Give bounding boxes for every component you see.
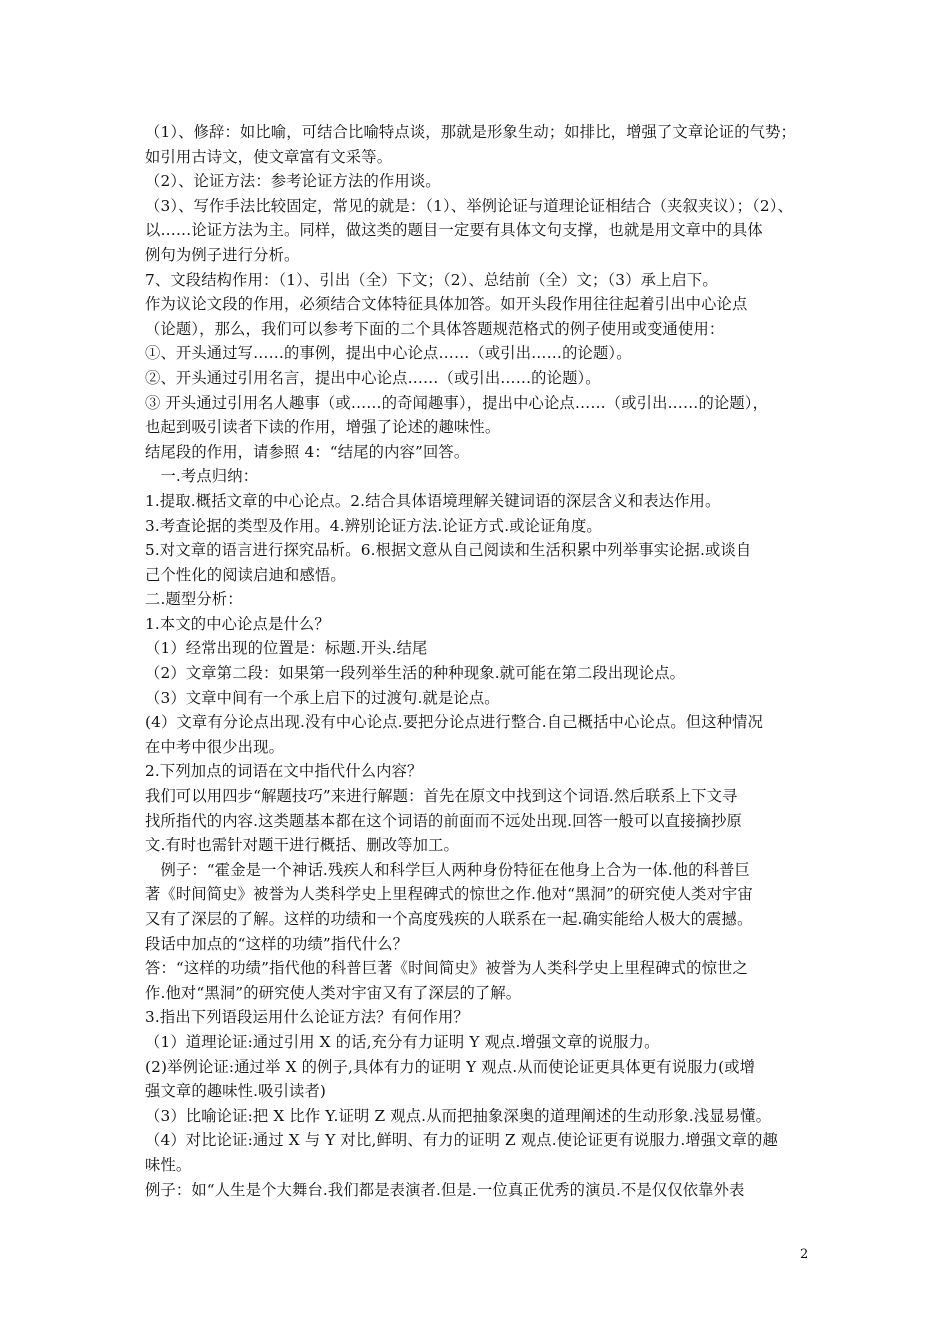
text-line: 结尾段的作用，请参照 4：“结尾的内容”回答。 — [145, 442, 470, 461]
text-line: （2）文章第二段：如果第一段列举生活的种种现象.就可能在第二段出现论点。 — [145, 664, 686, 683]
text-line: （3）文章中间有一个承上启下的过渡句.就是论点。 — [145, 688, 500, 707]
text-line: 3.考查论据的类型及作用。4.辨别论证方法.论证方式.或论证角度。 — [145, 516, 602, 535]
text-line: 强文章的趣味性.吸引读者) — [145, 1082, 327, 1101]
question-heading: 3.指出下列语段运用什么论证方法？有何作用？ — [145, 1008, 469, 1027]
text-line: 也起到吸引读者下读的作用，增强了论述的趣味性。 — [145, 418, 501, 437]
text-line: 著《时间简史》被誉为人类科学史上里程碑式的惊世之作.他对“黑洞”的研究使人类对宇宙 — [145, 885, 753, 904]
text-line: 作.他对“黑洞”的研究使人类对宇宙又有了深层的了解。 — [145, 983, 522, 1002]
section-heading: 二.题型分析： — [145, 590, 243, 609]
text-line: 味性。 — [145, 1155, 192, 1174]
text-line: 又有了深层的了解。这样的功绩和一个高度残疾的人联系在一起.确实能给人极大的震撼。 — [145, 910, 753, 928]
text-line: 文.有时也需针对题干进行概括、删改等加工。 — [145, 836, 459, 855]
text-line: 例子：如“人生是个大舞台.我们都是表演者.但是.一位真正优秀的演员.不是仅仅依靠外表 — [145, 1180, 745, 1199]
text-line: （4）对比论证:通过 X 与 Y 对比,鲜明、有力的证明 Z 观点.使论证更有说服力.增强文章的趣 — [145, 1131, 779, 1150]
text-line: 我们可以用四步“解题技巧”来进行解题：首先在原文中找到这个词语.然后联系上下文寻 — [145, 787, 738, 806]
text-line: 如引用古诗文，使文章富有文采等。 — [145, 147, 393, 166]
text-line: (2)举例论证:通过举 X 的例子,具体有力的证明 Y 观点.从而使论证更具体更有说服力(或增 — [145, 1057, 756, 1076]
question-heading: 2.下列加点的词语在文中指代什么内容？ — [145, 762, 423, 781]
text-line: （3）比喻论证:把 X 比作 Y.证明 Z 观点.从而把抽象深奥的道理阐述的生动形象.浅显易懂。 — [145, 1106, 772, 1125]
text-line: （2）、论证方法：参考论证方法的作用谈。 — [145, 172, 441, 191]
text-line: 段话中加点的“这样的功绩”指代什么？ — [145, 934, 409, 953]
text-line: 以……论证方法为主。同样，做这类的题目一定要有具体文句支撑，也就是用文章中的具体 — [145, 221, 763, 240]
text-line: ③ 开头通过引用名人趣事（或……的奇闻趣事），提出中心论点……（或引出……的论题）， — [145, 393, 769, 412]
text-line: (4）文章有分论点出现.没有中心论点.要把分论点进行整合.自己概括中心论点。但这种情况 — [145, 713, 764, 732]
text-line: 作为议论文段的作用，必须结合文体特征具体加答。如开头段作用往往起着引出中心论点 — [145, 295, 748, 314]
text-line: 答：“这样的功绩”指代他的科普巨著《时间简史》被誉为人类科学史上里程碑式的惊世之 — [145, 959, 748, 978]
section-heading: 一.考点归纳： — [145, 467, 259, 486]
text-line: （1）经常出现的位置是：标题.开头.结尾 — [145, 639, 428, 658]
text-line: （1）、修辞：如比喻，可结合比喻特点谈，那就是形象生动；如排比，增强了文章论证的气势； — [145, 123, 797, 141]
text-line: 己个性化的阅读启迪和感悟。 — [145, 565, 346, 584]
text-line: 例子：“霍金是一个神话.残疾人和科学巨人两种身份特征在他身上合为一体.他的科普巨 — [145, 860, 750, 879]
text-line: 在中考中很少出现。 — [145, 737, 285, 756]
text-line: 5.对文章的语言进行探究品析。6.根据文意从自己阅读和生活积累中列举事实论据.或谈自 — [145, 541, 752, 560]
text-line: （论题），那么，我们可以参考下面的二个具体答题规范格式的例子使用或变通使用： — [145, 319, 725, 338]
text-line: 找所指代的内容.这类题基本都在这个词语的前面而不远处出现.回答一般可以直接摘抄原 — [145, 811, 743, 830]
document-body — [145, 120, 810, 1202]
text-line: （3）、写作手法比较固定，常见的就是：（1）、举例论证与道理论证相结合（夹叙夹议）；（2）、 — [145, 196, 793, 215]
page-number: 2 — [800, 1247, 809, 1262]
text-line: ①、开头通过写……的事例，提出中心论点……（或引出……的论题）。 — [145, 344, 632, 363]
text-line: 例句为例子进行分析。 — [145, 245, 300, 264]
text-line: ②、开头通过引用名言，提出中心论点……（或引出……的论题）。 — [145, 368, 601, 387]
question-heading: 1.本文的中心论点是什么？ — [145, 614, 330, 633]
text-line: （1）道理论证:通过引用 X 的话,充分有力证明 Y 观点.增强文章的说服力。 — [145, 1032, 660, 1051]
text-line: 7、文段结构作用：（1）、引出（全）下文；（2）、总结前（全）文；（3）承上启下。 — [145, 270, 718, 289]
text-line: 1.提取.概括文章的中心论点。2.结合具体语境理解关键词语的深层含义和表达作用。 — [145, 491, 721, 510]
